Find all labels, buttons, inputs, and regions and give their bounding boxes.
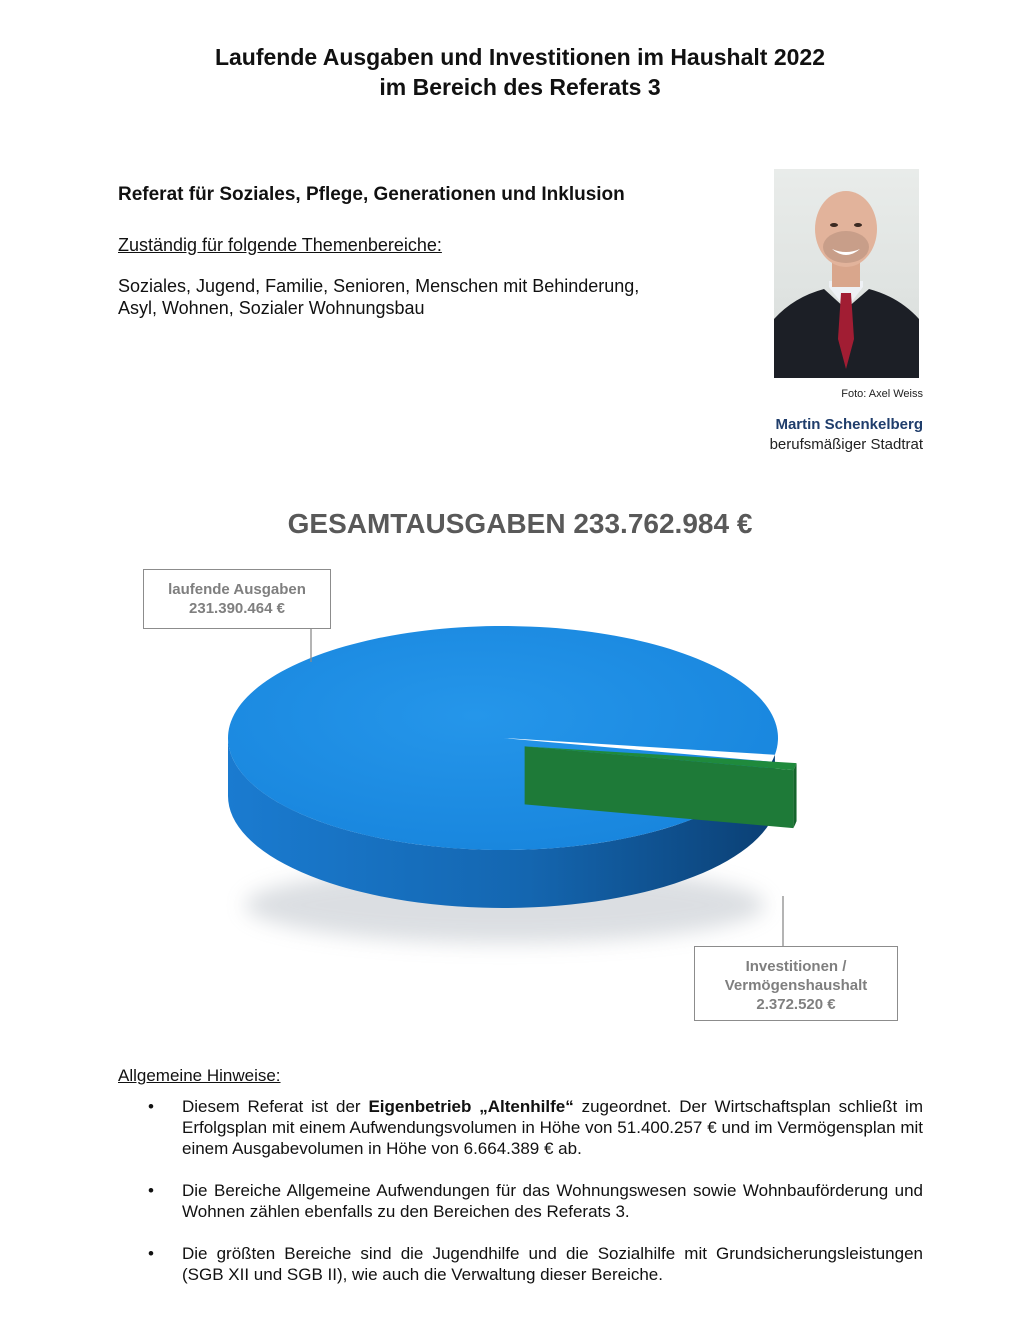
callout-laufende-ausgaben: [143, 569, 331, 629]
note-1-pre: Diesem Referat ist der: [182, 1097, 369, 1116]
responsibility-heading: Zuständig für folgende Themenbereiche:: [118, 235, 442, 255]
person-name: Martin Schenkelberg: [775, 416, 923, 433]
note-1-bold: Eigenbetrieb „Altenhilfe“: [368, 1097, 574, 1116]
topics-text: [118, 275, 738, 319]
photo-credit: Foto: Axel Weiss: [841, 388, 923, 400]
portrait-illustration: [774, 169, 919, 378]
callout-running-value: 231.390.464 €: [189, 600, 285, 617]
title-line-1: Laufende Ausgaben und Investitionen im Haushalt 2022: [214, 44, 826, 70]
page-title: [0, 42, 1015, 102]
title-line-2: im Bereich des Referats 3: [379, 74, 661, 100]
callout-running-label: laufende Ausgaben: [168, 581, 306, 598]
portrait-photo: [774, 169, 919, 378]
slice-investitionen-side: [793, 763, 796, 828]
note-item-wohnungswesen: • Die Bereiche Allgemeine Aufwendungen für das Wohnungswesen sowie Wohnbauförderung und Wohnen zählen ebenfalls zu den Bereichen des Referats 3.: [118, 1180, 923, 1222]
callout-invest-label-1: Investitionen /: [745, 958, 847, 975]
chart-heading: GESAMTAUSGABEN 233.762.984 €: [287, 508, 753, 539]
note-item-altenhilfe: [118, 1096, 923, 1159]
note-1-post: zugeordnet. Der Wirtschaftsplan schließt im Erfolgsplan mit einem Aufwendungsvolumen in Höhe von 51.400.257 € und im Vermögensplan mit einem Ausgabevolumen in Höhe von 6.664.389 € ab.: [182, 1097, 923, 1158]
department-name: Referat für Soziales, Pflege, Generationen und Inklusion: [118, 184, 625, 205]
notes-list: [118, 1096, 923, 1306]
callout-invest-label-2: Vermögenshaushalt: [724, 977, 868, 994]
person-role: berufsmäßiger Stadtrat: [769, 436, 923, 453]
topics-line-1: Soziales, Jugend, Familie, Senioren, Menschen mit Behinderung,: [118, 276, 640, 296]
notes-heading: Allgemeine Hinweise:: [118, 1066, 281, 1085]
callout-invest-value: 2.372.520 €: [756, 996, 836, 1013]
callout-investitionen: [694, 946, 898, 1021]
topics-line-2: Asyl, Wohnen, Sozialer Wohnungsbau: [118, 298, 425, 318]
note-item-groesste-bereiche: • Die größten Bereiche sind die Jugendhilfe und die Sozialhilfe mit Grundsicherungsleistungen (SGB XII und SGB II), wie auch die Verwaltung dieser Bereiche.: [118, 1243, 923, 1285]
